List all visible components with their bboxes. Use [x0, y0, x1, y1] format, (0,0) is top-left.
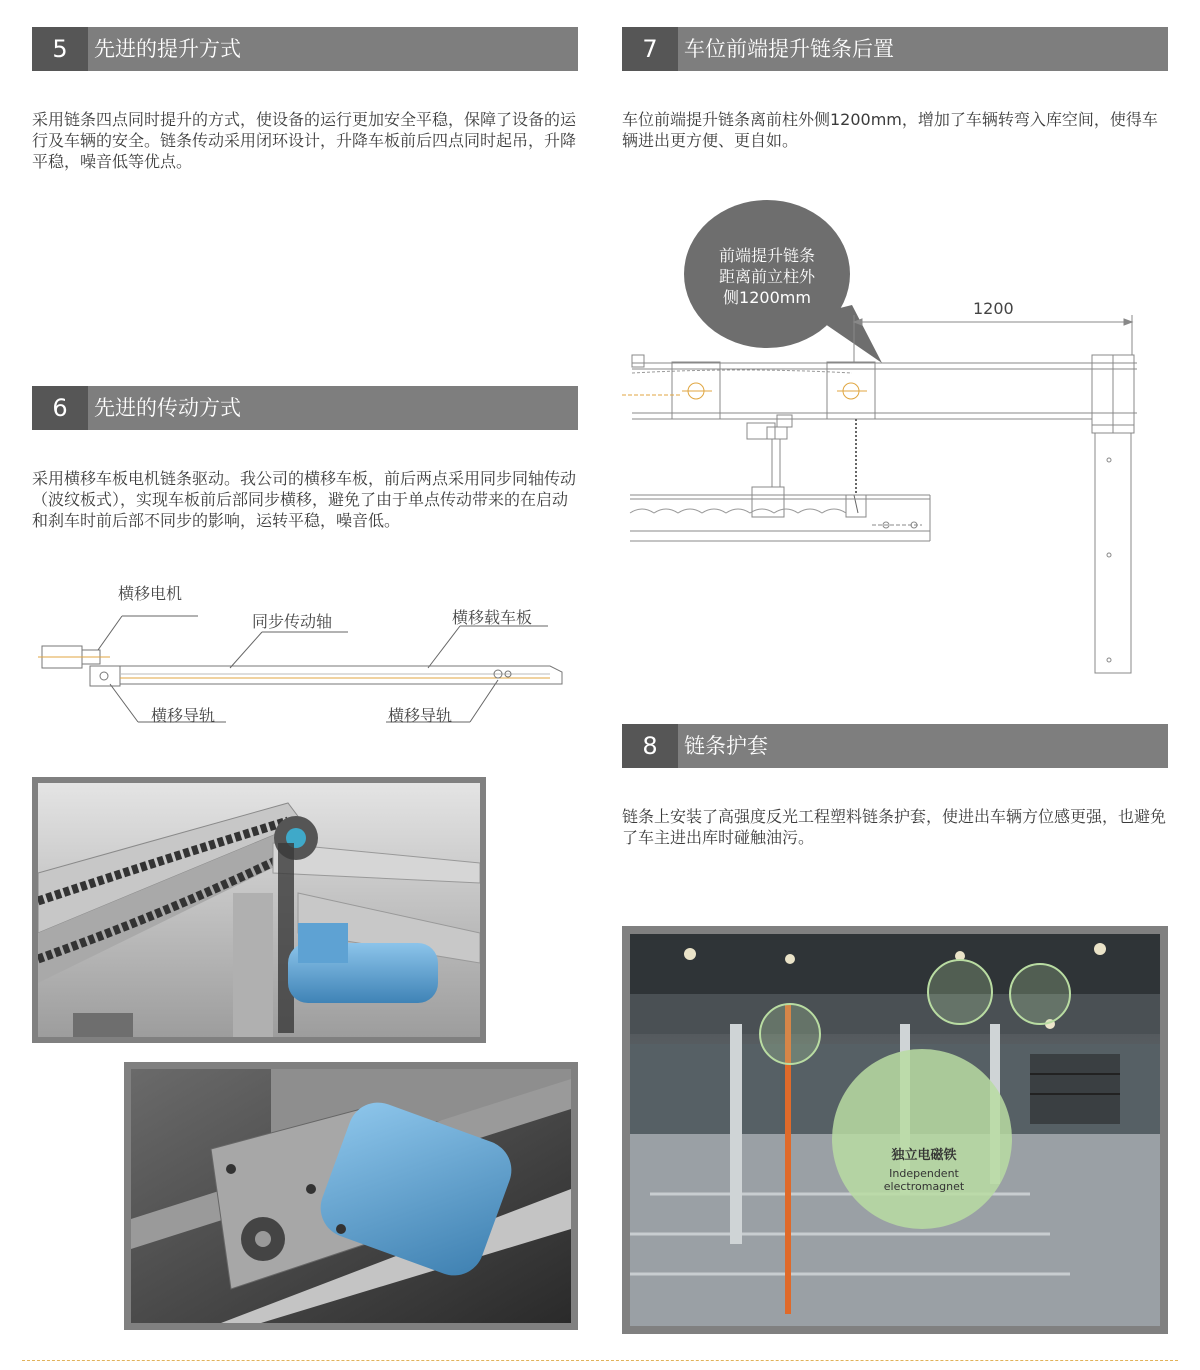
page-divider	[22, 1360, 1178, 1361]
bubble-line-2: 距离前立柱外	[718, 267, 815, 286]
section-6-header	[32, 386, 578, 430]
section-8-text: 链条上安装了高强度反光工程塑料链条护套，使进出车辆方位感更强，也避免了车主进出库时碰触油污。	[622, 807, 1167, 847]
bubble-line-3: 侧1200mm	[723, 288, 811, 307]
section-title: 车位前端提升链条后置	[684, 37, 894, 61]
garage-image	[630, 934, 1160, 1326]
callout-label-en-2: electromagnet	[883, 1180, 965, 1193]
section-number: 6	[32, 386, 88, 430]
section-6-text: 采用横移车板电机链条驱动。我公司的横移车板，前后两点采用同步同轴传动（波纹板式），实现车板前后部同步横移，避免了由于单点传动带来的在启动和刹车时前后部不同步的影响，运转平稳，噪音低。	[32, 469, 577, 530]
section-title: 先进的提升方式	[94, 37, 241, 61]
parking-garage-photo	[622, 926, 1168, 1334]
motor-chain-image-2	[131, 1069, 571, 1323]
annotation-bubble	[684, 200, 850, 348]
section-7-header	[622, 27, 1168, 71]
section-number: 7	[622, 27, 678, 71]
label-rail-right: 横移导轨	[388, 706, 453, 725]
section-5-header	[32, 27, 578, 71]
section-title: 先进的传动方式	[94, 396, 241, 420]
section-title: 链条护套	[684, 734, 768, 758]
motor-chain-photo-1	[32, 777, 486, 1043]
label-traverse-board: 横移载车板	[452, 608, 533, 627]
motor-chain-photo-2	[124, 1062, 578, 1330]
section-number: 5	[32, 27, 88, 71]
dimension-label: 1200	[973, 299, 1014, 318]
section-5-text: 采用链条四点同时提升的方式，使设备的运行更加安全平稳，保障了设备的运行及车辆的安全。链条传动采用闭环设计，升降车板前后四点同时起吊，升降平稳，噪音低等优点。	[32, 110, 577, 171]
section-number: 8	[622, 724, 678, 768]
section-8-header	[622, 724, 1168, 768]
label-traverse-motor: 横移电机	[118, 584, 183, 603]
motor-chain-image-1	[38, 783, 480, 1037]
traverse-drive-diagram	[30, 578, 580, 728]
front-chain-diagram	[622, 195, 1170, 680]
traverse-drive-drawing	[30, 578, 580, 728]
bubble-line-1: 前端提升链条	[718, 246, 815, 265]
electromagnet-callout	[842, 1144, 1006, 1193]
label-sync-shaft: 同步传动轴	[252, 612, 333, 631]
section-7-text: 车位前端提升链条离前柱外侧1200mm，增加了车辆转弯入库空间，使得车辆进出更方便、更自如。	[622, 110, 1158, 150]
callout-label-cn: 独立电磁铁	[891, 1148, 957, 1163]
label-rail-left: 横移导轨	[151, 706, 216, 725]
callout-label-en-1: Independent	[889, 1167, 959, 1180]
